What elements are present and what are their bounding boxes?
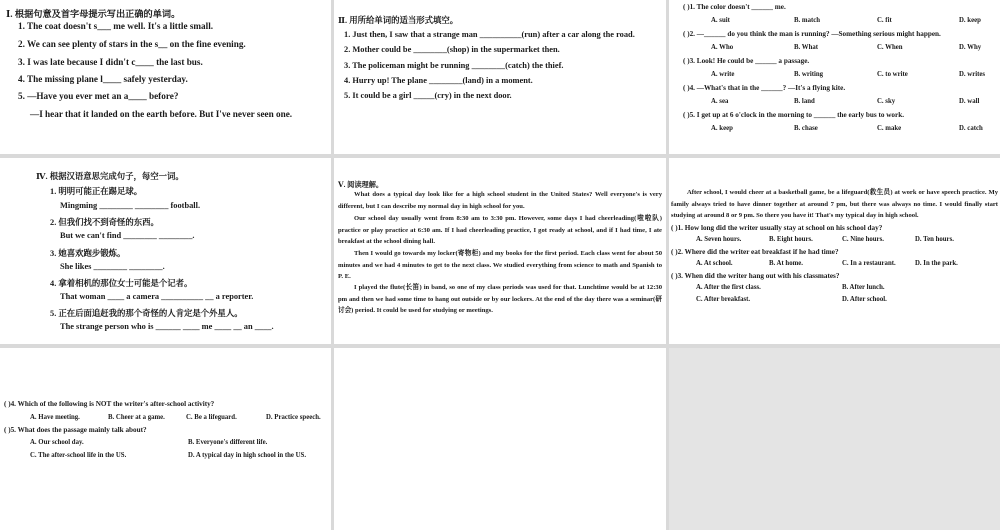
- passage-paragraph-1: What does a typical day look like for a high school student in the United States? Well everyone's is very different, but I can describe my normal day in high school for you.: [338, 191, 662, 210]
- slide-4[interactable]: [0, 158, 331, 344]
- question-1: 1. The coat doesn't s___ me well. It's a little small.: [18, 21, 214, 31]
- option: B. chase: [794, 125, 818, 132]
- option: C. Nine hours.: [842, 236, 884, 243]
- english-blank-4: That woman ____ a camera __________ __ a reporter.: [60, 292, 254, 301]
- option: C. The after-school life in the US.: [30, 452, 127, 459]
- option: A. write: [711, 71, 735, 78]
- mc-question-5: ( )5. I get up at 6 o'clock in the morning to ______ the early bus to work.: [683, 111, 905, 119]
- question-4: 4. The missing plane l____ safely yesterday.: [18, 74, 188, 84]
- slide-8-blank[interactable]: [334, 348, 666, 530]
- option: D. Ten hours.: [915, 236, 954, 243]
- english-blank-5: The strange person who is ______ ____ me ____ __ an ____.: [60, 322, 274, 331]
- option: B. After lunch.: [842, 284, 885, 291]
- option: D. A typical day in high school in the US.: [188, 452, 307, 459]
- option: A. After the first class.: [696, 284, 761, 291]
- option: C. sky: [877, 98, 896, 105]
- passage-paragraph-2: Our school day usually went from 8:30 am to 3:30 pm. However, some days I had cheerleading(啦啦队) practice or play practice at 6:30 am. If I had cheerleading practice, I got ready at school, and if I had time, I ate breakfast at the school dining hall.: [338, 215, 662, 246]
- option: D. writes: [959, 71, 986, 78]
- option: D. Why: [959, 44, 982, 51]
- option: B. Eight hours.: [769, 236, 813, 243]
- option: B. Everyone's different life.: [188, 439, 268, 446]
- english-blank-1: Mingming ________ ________ football.: [60, 201, 201, 210]
- slide-6[interactable]: [669, 158, 1000, 344]
- option: C. fit: [877, 17, 892, 24]
- option: B. match: [794, 17, 821, 24]
- question-2: 2. Mother could be ________(shop) in the supermarket then.: [344, 45, 560, 54]
- passage-paragraph-4: I played the flute(长笛) in band, so one of my class periods was used for that. Lunchtime would be at 12:30 pm and then we had some time to hang out outside or by our lockers. At the end of the day there was a seminar(研讨会) period. It could be used for studying or meetings.: [338, 284, 662, 315]
- option: B. What: [794, 44, 819, 51]
- slide-3[interactable]: [669, 0, 1000, 154]
- section-title: Ⅰ. 根据句意及首字母提示写出正确的单词。: [6, 9, 181, 19]
- option: B. At home.: [769, 260, 803, 267]
- option: A. Our school day.: [30, 439, 84, 446]
- option: D. catch: [959, 125, 983, 132]
- question-1: 1. Just then, I saw that a strange man __________(run) after a car along the road.: [344, 30, 635, 39]
- mc-question-2: ( )2. Where did the writer eat breakfast if he had time?: [671, 248, 839, 256]
- slide-5[interactable]: [334, 158, 666, 344]
- slide-1[interactable]: [0, 0, 331, 154]
- empty-slot: [669, 348, 1000, 530]
- option: C. to write: [877, 71, 908, 78]
- passage-paragraph-3: Then I would go towards my locker(寄物柜) and my books for the first period. Each class went for about 50 minutes and we had 4 minutes to get to the next class. We studied everything from science to math and Spanish to P. E.: [338, 250, 662, 281]
- option: A. suit: [711, 17, 730, 24]
- mc-question-4: ( )4. Which of the following is NOT the writer's after-school activity?: [4, 400, 215, 408]
- option: A. Seven hours.: [696, 236, 742, 243]
- question-3: 3. The policeman might be running ________(catch) the thief.: [344, 61, 564, 70]
- mc-question-1: ( )1. How long did the writer usually stay at school on his school day?: [671, 224, 883, 232]
- option: B. Cheer at a game.: [108, 414, 165, 421]
- mc-question-4: ( )4. —What's that in the ______? —It's a flying kite.: [683, 84, 846, 92]
- option: A. Have meeting.: [30, 414, 80, 421]
- option: C. make: [877, 125, 902, 132]
- option: A. sea: [711, 98, 729, 105]
- option: D. After school.: [842, 296, 887, 303]
- english-blank-2: But we can't find ________ ________.: [60, 231, 195, 240]
- mc-question-3: ( )3. Look! He could be ______ a passage.: [683, 57, 810, 65]
- section-title: Ⅳ. 根据汉语意思完成句子，每空一词。: [36, 172, 184, 181]
- chinese-prompt-4: 4. 拿着相机的那位女士可能是个记者。: [50, 279, 193, 288]
- slide-7[interactable]: [0, 348, 331, 530]
- section-title: Ⅱ. 用所给单词的适当形式填空。: [338, 16, 459, 25]
- mc-question-3: ( )3. When did the writer hang out with his classmates?: [671, 272, 840, 280]
- option: D. In the park.: [915, 260, 958, 267]
- option: C. When: [877, 44, 903, 51]
- question-5: 5. It could be a girl _____(cry) in the next door.: [344, 91, 512, 100]
- chinese-prompt-2: 2. 但我们找不到奇怪的东西。: [50, 218, 159, 227]
- chinese-prompt-3: 3. 她喜欢跑步锻炼。: [50, 249, 126, 258]
- question-4: 4. Hurry up! The plane ________(land) in a moment.: [344, 76, 533, 85]
- question-5-reply: —I hear that it landed on the earth before. But I've never seen one.: [30, 109, 293, 119]
- option: B. land: [794, 98, 815, 105]
- option: B. writing: [794, 71, 824, 78]
- english-blank-3: She likes ________ ________.: [60, 262, 165, 271]
- chinese-prompt-1: 1. 明明可能正在踢足球。: [50, 187, 143, 196]
- passage-paragraph-5: After school, I would cheer at a basketball game, be a lifeguard(救生员) at work or have speech practice. My family always tried to have dinner together at around 7 pm, but there was always no time. I would finally start studying at around 8 or 9 pm. So there you have it! That's my typical day in high school.: [671, 189, 998, 220]
- option: D. wall: [959, 98, 980, 105]
- option: A. At school.: [696, 260, 733, 267]
- chinese-prompt-5: 5. 正在后面追赶我的那个奇怪的人肯定是个外星人。: [50, 309, 243, 318]
- option: D. Practice speech.: [266, 414, 321, 421]
- option: C. In a restaurant.: [842, 260, 896, 267]
- question-5: 5. —Have you ever met an a____ before?: [18, 91, 179, 101]
- section-title: Ⅴ. 阅读理解。: [338, 181, 384, 189]
- option: C. Be a lifeguard.: [186, 414, 237, 421]
- mc-question-2: ( )2. —______ do you think the man is running? —Something serious might happen.: [683, 30, 941, 38]
- option: C. After breakfast.: [696, 296, 751, 303]
- mc-question-5: ( )5. What does the passage mainly talk about?: [4, 426, 147, 434]
- mc-question-1: ( )1. The color doesn't ______ me.: [683, 3, 786, 11]
- question-3: 3. I was late because I didn't c____ the last bus.: [18, 57, 203, 67]
- slide-2[interactable]: [334, 0, 666, 154]
- option: A. Who: [711, 44, 734, 51]
- option: A. keep: [711, 125, 733, 132]
- question-2: 2. We can see plenty of stars in the s__ on the fine evening.: [18, 39, 246, 49]
- option: D. keep: [959, 17, 981, 24]
